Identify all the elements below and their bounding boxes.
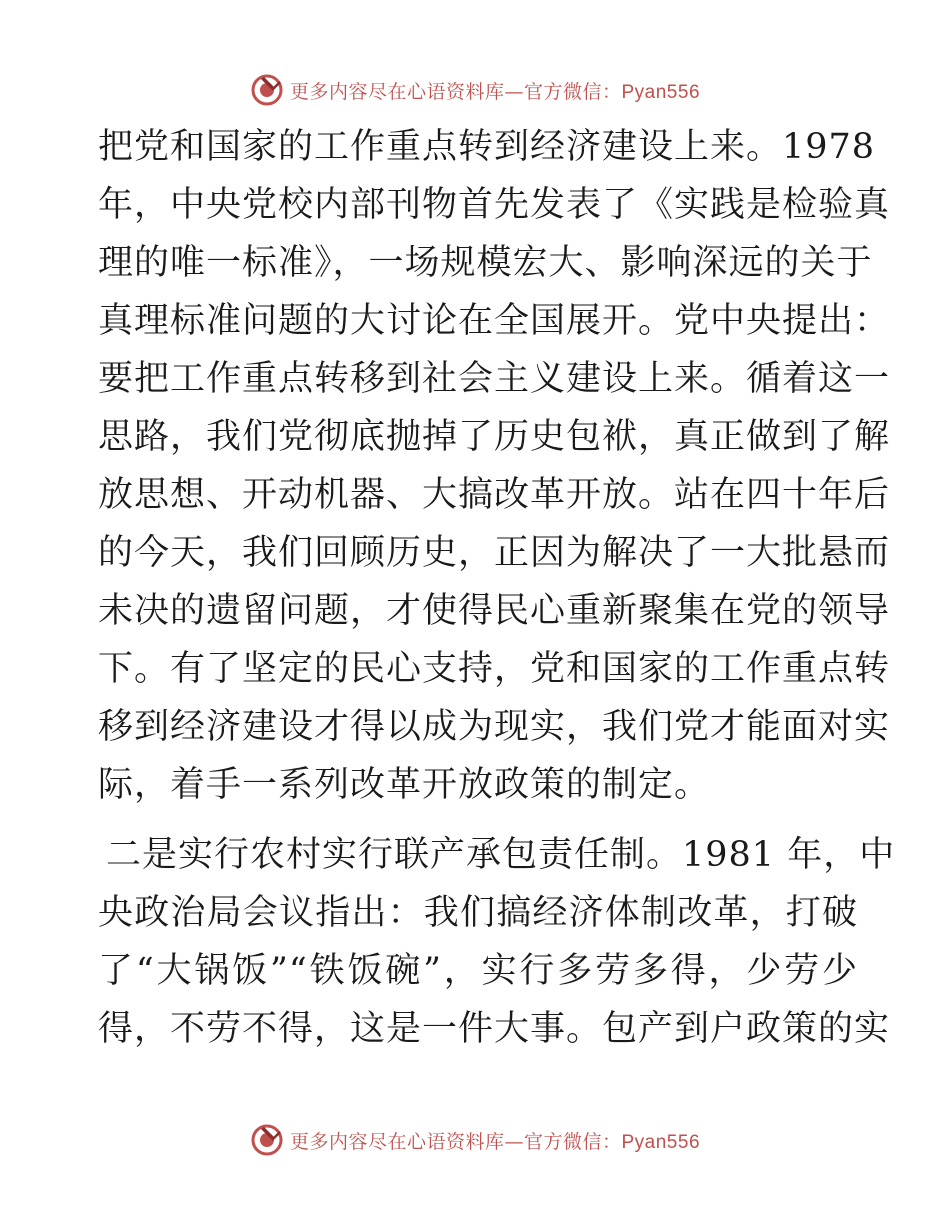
brand-logo-icon — [250, 73, 284, 107]
header-watermark — [0, 70, 950, 110]
text-line: 二是实行农村实行联产承包责任制。1981 年，中 — [106, 835, 896, 875]
paragraph-spacer — [98, 814, 858, 826]
footer-watermark — [0, 1120, 950, 1160]
text-line: 真理标准问题的大讨论在全国展开。党中央提出： — [98, 301, 891, 341]
text-line: 际，着手一系列改革开放政策的制定。 — [98, 765, 711, 805]
text-line: 央政治局会议指出：我们搞经济体制改革，打破 — [98, 893, 858, 933]
text-line: 年，中央党校内部刊物首先发表了《实践是检验真 — [98, 185, 891, 225]
watermark-id: Pyan556 — [621, 1131, 701, 1153]
watermark-text: 更多内容尽在心语资料库—官方微信：Pyan556 — [289, 1130, 701, 1153]
paragraph — [98, 826, 896, 1058]
text-line: 下。有了坚定的民心支持，党和国家的工作重点转 — [98, 649, 891, 689]
brand-logo-icon — [250, 1123, 284, 1157]
text-line: 得，不劳不得，这是一件大事。包产到户政策的实 — [98, 1009, 891, 1049]
text-line: 把党和国家的工作重点转到经济建设上来。1978 — [98, 127, 876, 167]
text-line: 的今天，我们回顾历史，正因为解决了一大批悬而 — [98, 533, 891, 573]
text-line: 理的唯一标准》，一场规模宏大、影响深远的关于 — [98, 243, 873, 283]
text-line: 放思想、开动机器、大搞改革开放。站在四十年后 — [98, 475, 891, 515]
text-line: 未决的遗留问题，才使得民心重新聚集在党的领导 — [98, 591, 891, 631]
paragraph — [98, 118, 891, 814]
watermark-text: 更多内容尽在心语资料库—官方微信：Pyan556 — [289, 80, 701, 103]
text-line: 了“大锅饭”“铁饭碗”，实行多劳多得，少劳少 — [98, 951, 858, 991]
document-body — [98, 118, 896, 1058]
text-line: 要把工作重点转移到社会主义建设上来。循着这一 — [98, 359, 891, 399]
text-line: 思路，我们党彻底抛掉了历史包袱，真正做到了解 — [98, 417, 891, 457]
watermark-id: Pyan556 — [621, 81, 701, 103]
text-line: 移到经济建设才得以成为现实，我们党才能面对实 — [98, 707, 891, 747]
